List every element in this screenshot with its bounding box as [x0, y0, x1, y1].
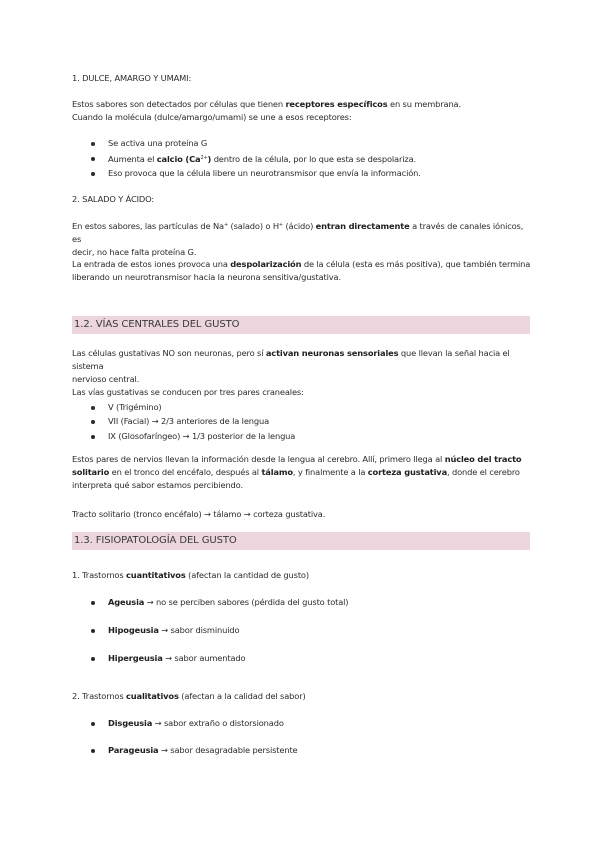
- superscript: +: [278, 222, 283, 228]
- text: VII (Facial) → 2/3 anteriores de la lengua: [108, 416, 270, 426]
- text: Se activa una proteína G: [108, 138, 208, 148]
- text: Las vías gustativas se conducen por tres pares craneales:: [72, 387, 304, 397]
- list-item: [108, 167, 528, 180]
- bold-text: Ageusia: [108, 597, 145, 607]
- section-title: 1.2. VÍAS CENTRALES DEL GUSTO: [74, 319, 240, 330]
- bold-text: ): [207, 154, 212, 164]
- list-item: [108, 652, 528, 665]
- bold-text: Parageusia: [108, 745, 159, 755]
- text: Cuando la molécula (dulce/amargo/umami) se une a esos receptores:: [72, 112, 352, 122]
- text: de la célula (esta es más positiva), que también termina: [301, 259, 531, 269]
- bold-text: Hipogeusia: [108, 625, 159, 635]
- paragraph: [72, 347, 532, 399]
- text: (afectan la cantidad de gusto): [185, 570, 309, 580]
- text: Estos pares de nervios llevan la información desde la lengua al cerebro. Allí, primero llega al: [72, 454, 445, 464]
- text: Las células gustativas NO son neuronas, pero sí: [72, 348, 266, 358]
- list-item: [108, 717, 528, 730]
- bold-text: Hipergeusia: [108, 653, 163, 663]
- bullet-icon: [91, 629, 95, 633]
- bullet-icon: [91, 749, 95, 753]
- list-item: [108, 152, 528, 166]
- text: 2. Trastornos: [72, 691, 127, 701]
- text: liberando un neurotransmisor hacia la neurona sensitiva/gustativa.: [72, 272, 341, 282]
- text: Estos sabores son detectados por células que tienen: [72, 99, 286, 109]
- list-item: [108, 744, 528, 757]
- bold-text: calcio (Ca: [156, 154, 201, 164]
- text: (afectan a la calidad del sabor): [178, 691, 306, 701]
- text: En estos sabores, las partículas de Na: [72, 221, 224, 231]
- text: → sabor extraño o distorsionado: [152, 718, 284, 728]
- bold-text: Disgeusia: [108, 718, 153, 728]
- text: interpreta qué sabor estamos percibiendo.: [72, 480, 243, 490]
- text: V (Trigémino): [108, 402, 162, 412]
- paragraph: [72, 508, 532, 521]
- bold-text: receptores específicos: [285, 99, 388, 109]
- subheading-cuantitativos: [72, 569, 532, 582]
- list-item: [108, 624, 528, 637]
- text: Eso provoca que la célula libere un neurotransmisor que envía la información.: [108, 168, 421, 178]
- text: dentro de la célula, por lo que esta se despolariza.: [211, 154, 417, 164]
- section-bar-fisiopatologia: [72, 532, 530, 550]
- text: en el tronco del encéfalo, después al: [109, 467, 262, 477]
- subheading-cualitativos: [72, 690, 532, 703]
- text: → sabor desagradable persistente: [158, 745, 298, 755]
- bold-text: entran directamente: [315, 221, 410, 231]
- bullet-icon: [91, 172, 95, 176]
- list-item: [108, 401, 528, 414]
- bullet-icon: [91, 142, 95, 146]
- text: nervioso central.: [72, 374, 140, 384]
- text: Tracto solitario (tronco encéfalo) → tálamo → corteza gustativa.: [72, 509, 326, 519]
- text: , y finalmente a la: [292, 467, 368, 477]
- paragraph: [72, 219, 532, 259]
- list-item: [108, 415, 528, 428]
- bold-text: solitario: [72, 467, 110, 477]
- text: → sabor aumentado: [162, 653, 246, 663]
- bold-text: núcleo del tracto: [444, 454, 522, 464]
- bullet-icon: [91, 157, 95, 161]
- section-bar-vias-centrales: [72, 316, 530, 334]
- superscript: 2+: [200, 155, 208, 161]
- bullet-icon: [91, 406, 95, 410]
- bullet-icon: [91, 657, 95, 661]
- text: a través de canales iónicos, es: [72, 221, 524, 244]
- superscript: +: [223, 222, 229, 228]
- text: en su membrana.: [387, 99, 461, 109]
- bold-text: cualitativos: [126, 691, 179, 701]
- bold-text: tálamo: [261, 467, 293, 477]
- list-item: [108, 596, 528, 609]
- bullet-icon: [91, 435, 95, 439]
- bold-text: cuantitativos: [126, 570, 186, 580]
- text: → sabor disminuido: [158, 625, 240, 635]
- bold-text: corteza gustativa: [367, 467, 448, 477]
- text: (ácido): [282, 221, 316, 231]
- paragraph: [72, 453, 532, 492]
- list-item: [108, 137, 528, 150]
- section-title: 1.3. FISIOPATOLOGÍA DEL GUSTO: [74, 535, 237, 546]
- paragraph: [72, 98, 532, 124]
- bullet-icon: [91, 722, 95, 726]
- text: (salado) o H: [228, 221, 279, 231]
- bullet-icon: [91, 420, 95, 424]
- bold-text: activan neuronas sensoriales: [265, 348, 399, 358]
- text: Aumenta el: [108, 154, 157, 164]
- section-heading-dulce-amargo-umami: [72, 72, 532, 85]
- text: La entrada de estos iones provoca una: [72, 259, 231, 269]
- paragraph: [72, 258, 532, 284]
- bullet-icon: [91, 601, 95, 605]
- text: IX (Glosofaríngeo) → 1/3 posterior de la lengua: [108, 431, 296, 441]
- text: decir, no hace falta proteína G.: [72, 247, 197, 257]
- section-heading-salado-acido: [72, 193, 532, 206]
- heading-text: 1. DULCE, AMARGO Y UMAMI:: [72, 73, 192, 83]
- text: que llevan la señal hacia el sistema: [72, 348, 510, 371]
- text: → no se perciben sabores (pérdida del gusto total): [144, 597, 349, 607]
- text: , donde el cerebro: [447, 467, 520, 477]
- bold-text: despolarización: [230, 259, 302, 269]
- text: 1. Trastornos: [72, 570, 127, 580]
- list-item: [108, 430, 528, 443]
- heading-text: 2. SALADO Y ÁCIDO:: [72, 194, 155, 204]
